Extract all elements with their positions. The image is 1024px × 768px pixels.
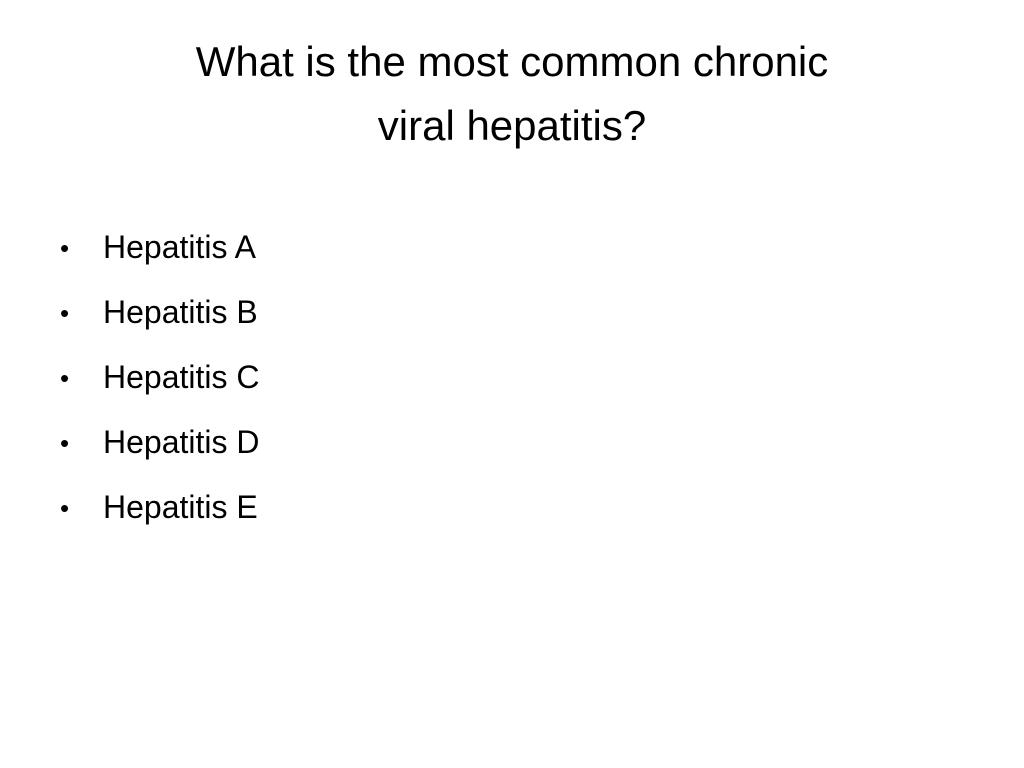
answer-option-d [58,410,938,475]
answer-option-a [58,215,938,280]
bullet-icon: • [60,362,70,393]
answer-option-label: Hepatitis B [103,294,258,330]
bullet-icon: • [60,232,70,263]
answer-option-label: Hepatitis D [103,424,260,460]
answer-option-label: Hepatitis C [103,359,260,395]
answer-options-list [58,215,938,540]
answer-option-label: Hepatitis A [103,229,256,265]
answer-option-c [58,345,938,410]
answer-option-b [58,280,938,345]
slide-title-line-1: What is the most common chronic [195,38,829,85]
slide-title [60,30,964,158]
bullet-icon: • [60,427,70,458]
bullet-icon: • [60,492,70,523]
slide-title-line-2: viral hepatitis? [377,102,647,149]
answer-option-e [58,475,938,540]
answer-option-label: Hepatitis E [103,489,258,525]
bullet-icon: • [60,297,70,328]
